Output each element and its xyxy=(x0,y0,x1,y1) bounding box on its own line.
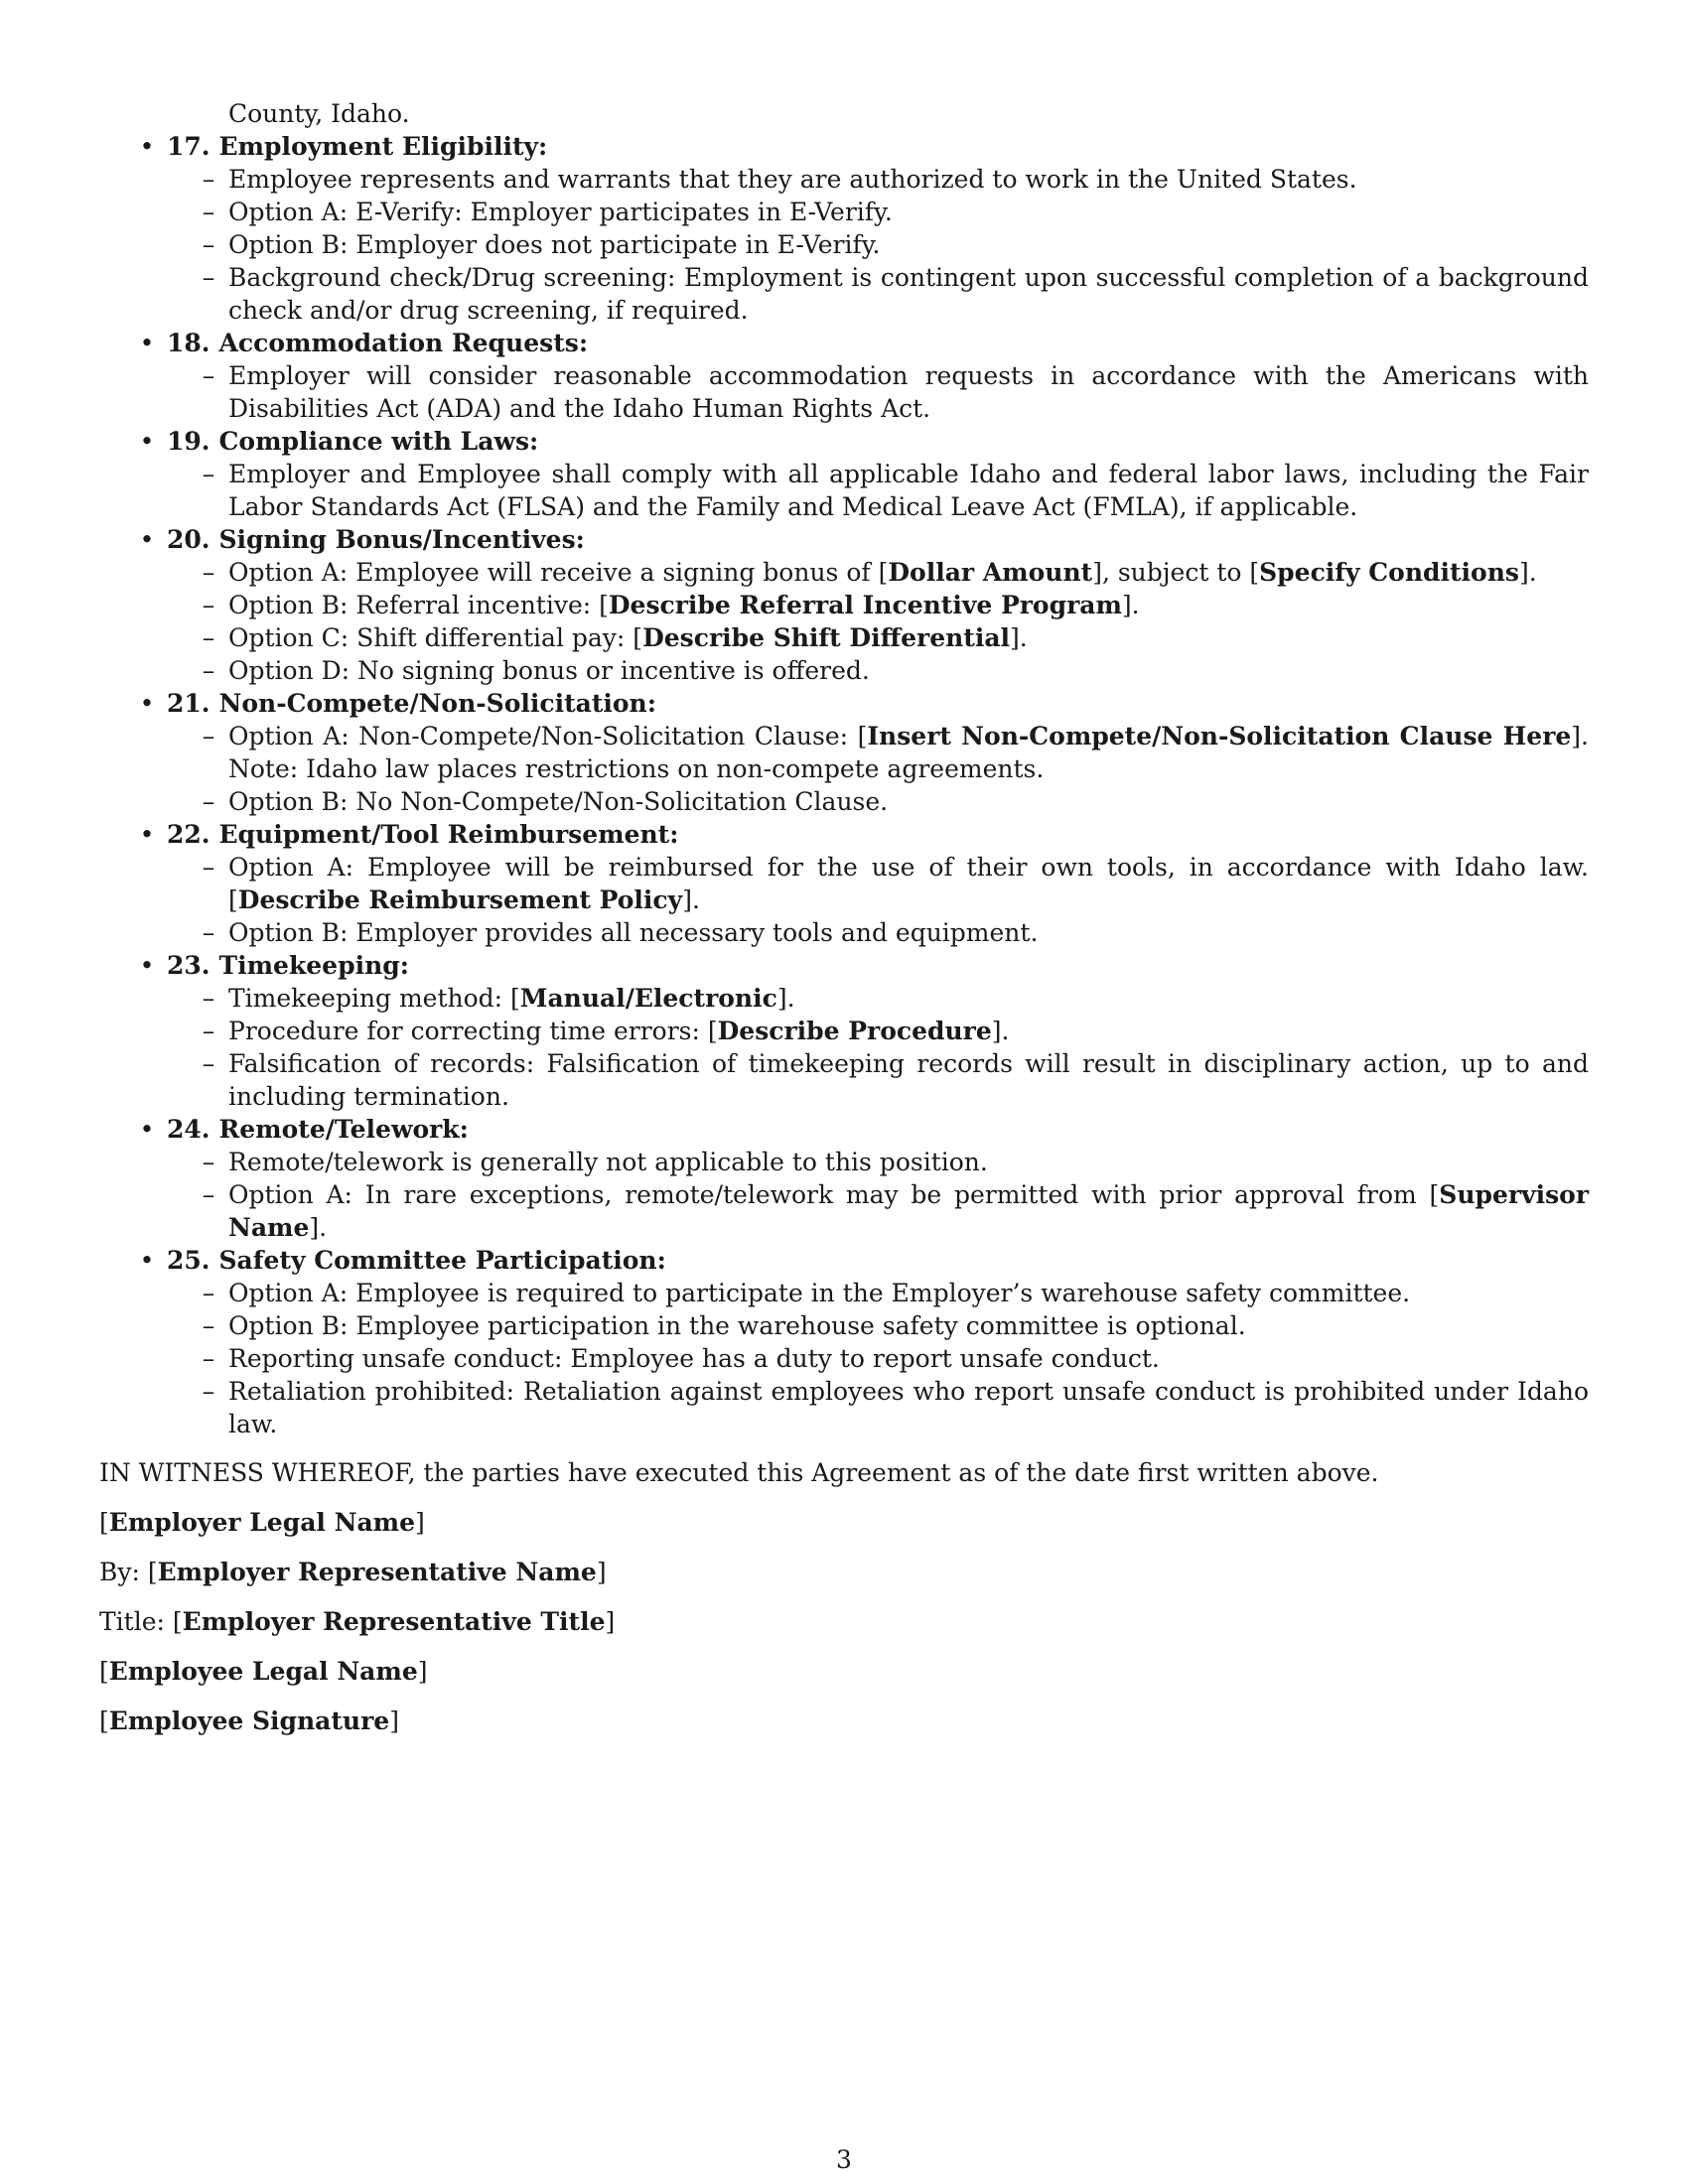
text-run: Title: [ xyxy=(99,1607,183,1636)
text-run: Option A: Employee is required to participate in the Employer’s warehouse safety committee. xyxy=(228,1279,1411,1307)
dash-icon: – xyxy=(202,1017,215,1045)
sub-item xyxy=(99,1047,1589,1113)
section-number: 17. xyxy=(167,132,211,161)
dash-icon: – xyxy=(202,1148,215,1176)
section-heading xyxy=(167,327,1589,359)
sub-item xyxy=(99,261,1589,327)
dash-icon: – xyxy=(202,623,215,652)
sub-item xyxy=(99,851,1589,916)
dash-icon: – xyxy=(202,918,215,947)
section-item xyxy=(99,130,1589,163)
bullet-icon: • xyxy=(139,329,155,357)
section-title: Compliance with Laws: xyxy=(218,427,539,456)
bullet-icon: • xyxy=(139,689,155,718)
text-run: Option A: E-Verify: Employer participates in E-Verify. xyxy=(228,198,893,226)
dash-icon: – xyxy=(202,1180,215,1209)
text-run: ] xyxy=(389,1706,399,1735)
text-run: By: [ xyxy=(99,1558,158,1586)
page-number: 3 xyxy=(836,2145,852,2174)
section-item xyxy=(99,1113,1589,1146)
section-heading xyxy=(167,523,1589,556)
sub-item xyxy=(99,982,1589,1015)
section-title: Timekeeping: xyxy=(218,951,409,980)
text-run: ] xyxy=(417,1657,428,1686)
sub-item xyxy=(99,589,1589,621)
bullet-icon: • xyxy=(139,132,155,161)
dash-icon: – xyxy=(202,656,215,685)
text-run: Reporting unsafe conduct: Employee has a duty to report unsafe conduct. xyxy=(228,1344,1160,1373)
placeholder-field: Specify Conditions xyxy=(1259,558,1519,587)
placeholder-field: Insert Non-Compete/Non-Solicitation Clause Here xyxy=(867,722,1572,751)
section-number: 20. xyxy=(167,525,211,554)
sub-item xyxy=(99,163,1589,196)
signature-line xyxy=(99,1705,1589,1737)
sub-item xyxy=(99,785,1589,818)
section-item xyxy=(99,818,1589,851)
dash-icon: – xyxy=(202,1344,215,1373)
dash-icon: – xyxy=(202,460,215,488)
text-run: Option D: No signing bonus or incentive is offered. xyxy=(228,656,870,685)
text-run: Option B: No Non-Compete/Non-Solicitation Clause. xyxy=(228,787,889,816)
dash-icon: – xyxy=(202,787,215,816)
text-run: Option B: Employer does not participate in E-Verify. xyxy=(228,230,881,259)
sub-item xyxy=(99,1146,1589,1178)
dash-icon: – xyxy=(202,361,215,390)
section-number: 22. xyxy=(167,820,211,849)
placeholder-field: Dollar Amount xyxy=(888,558,1093,587)
section-title: Equipment/Tool Reimbursement: xyxy=(218,820,679,849)
placeholder-field: Employer Representative Title xyxy=(182,1607,606,1636)
sub-item xyxy=(99,1342,1589,1375)
witness-clause: IN WITNESS WHEREOF, the parties have executed this Agreement as of the date first written above. xyxy=(99,1458,1379,1487)
text-run: Option A: In rare exceptions, remote/telework may be permitted with prior approval from [ xyxy=(228,1180,1440,1209)
section-heading xyxy=(167,818,1589,851)
bullet-icon: • xyxy=(139,427,155,456)
section-item xyxy=(99,687,1589,720)
signature-line xyxy=(99,1655,1589,1688)
sub-item xyxy=(99,916,1589,949)
text-run: [ xyxy=(99,1706,109,1735)
sub-item xyxy=(99,654,1589,687)
placeholder-field: Supervisor Name xyxy=(228,1180,1589,1242)
text-run: Timekeeping method: [ xyxy=(228,984,520,1013)
dash-icon: – xyxy=(202,1279,215,1307)
section-title: Accommodation Requests: xyxy=(218,329,589,357)
signature-line xyxy=(99,1556,1589,1588)
dash-icon: – xyxy=(202,1049,215,1078)
dash-icon: – xyxy=(202,722,215,751)
text-run: ]. xyxy=(682,886,700,914)
text-run: Option A: Non-Compete/Non-Solicitation Clause: [ xyxy=(228,722,868,751)
sub-item xyxy=(99,720,1589,785)
text-run: Option A: Employee will receive a signing bonus of [ xyxy=(228,558,889,587)
text-run: Option B: Employer provides all necessary tools and equipment. xyxy=(228,918,1039,947)
dash-icon: – xyxy=(202,984,215,1013)
section-title: Employment Eligibility: xyxy=(218,132,548,161)
signature-line xyxy=(99,1605,1589,1638)
continuation-text: County, Idaho. xyxy=(228,99,410,128)
section-number: 25. xyxy=(167,1246,211,1275)
section-heading xyxy=(167,1113,1589,1146)
section-heading xyxy=(167,949,1589,982)
sub-item xyxy=(99,228,1589,261)
bullet-icon: • xyxy=(139,951,155,980)
text-run: ] xyxy=(596,1558,607,1586)
bullet-icon: • xyxy=(139,525,155,554)
text-run: ]. xyxy=(1010,623,1028,652)
placeholder-field: Employer Representative Name xyxy=(157,1558,597,1586)
text-run: ]. xyxy=(991,1017,1010,1045)
section-number: 18. xyxy=(167,329,211,357)
placeholder-field: Employer Legal Name xyxy=(108,1508,416,1537)
section-title: Remote/Telework: xyxy=(218,1115,469,1144)
signature-block xyxy=(99,1506,1589,1737)
sub-item xyxy=(99,621,1589,654)
signature-line xyxy=(99,1506,1589,1539)
dash-icon: – xyxy=(202,853,215,882)
section-heading xyxy=(167,130,1589,163)
dash-icon: – xyxy=(202,230,215,259)
text-run: Retaliation prohibited: Retaliation against employees who report unsafe conduct is prohibited under Idaho law. xyxy=(228,1377,1589,1438)
dash-icon: – xyxy=(202,263,215,292)
sub-item xyxy=(99,359,1589,425)
text-run: ], subject to [ xyxy=(1092,558,1260,587)
section-title: Non-Compete/Non-Solicitation: xyxy=(218,689,656,718)
section-number: 21. xyxy=(167,689,211,718)
placeholder-field: Describe Procedure xyxy=(717,1017,992,1045)
dash-icon: – xyxy=(202,1311,215,1340)
text-run: ]. xyxy=(776,984,795,1013)
sub-item xyxy=(99,196,1589,228)
text-run: ]. xyxy=(309,1213,328,1242)
section-item xyxy=(99,949,1589,982)
section-item xyxy=(99,1244,1589,1277)
text-run: Background check/Drug screening: Employment is contingent upon successful completion of a background check and/or drug screening, if required. xyxy=(228,263,1589,325)
section-list xyxy=(99,130,1589,1440)
text-run: [ xyxy=(99,1657,109,1686)
sub-item xyxy=(99,458,1589,523)
section-number: 23. xyxy=(167,951,211,980)
section-number: 19. xyxy=(167,427,211,456)
text-run: Option C: Shift differential pay: [ xyxy=(228,623,643,652)
text-run: Option B: Employee participation in the warehouse safety committee is optional. xyxy=(228,1311,1246,1340)
placeholder-field: Employee Legal Name xyxy=(108,1657,418,1686)
sub-item xyxy=(99,556,1589,589)
placeholder-field: Describe Referral Incentive Program xyxy=(608,591,1122,619)
text-run: Falsification of records: Falsification of timekeeping records will result in disciplinary action, up to and including termination. xyxy=(228,1049,1589,1111)
text-run: [ xyxy=(99,1508,109,1537)
text-run: Option B: Referral incentive: [ xyxy=(228,591,609,619)
bullet-icon: • xyxy=(139,1246,155,1275)
sub-item xyxy=(99,1178,1589,1244)
text-run: ]. xyxy=(1518,558,1537,587)
document-body xyxy=(99,97,1589,1737)
text-run: Option A: Employee will be reimbursed for the use of their own tools, in accordance with Idaho law. [ xyxy=(228,853,1589,914)
placeholder-field: Describe Shift Differential xyxy=(642,623,1011,652)
placeholder-field: Employee Signature xyxy=(108,1706,390,1735)
section-title: Safety Committee Participation: xyxy=(218,1246,666,1275)
sub-item xyxy=(99,1309,1589,1342)
dash-icon: – xyxy=(202,591,215,619)
section-item xyxy=(99,523,1589,556)
dash-icon: – xyxy=(202,165,215,194)
text-run: ]. xyxy=(1121,591,1140,619)
section-heading xyxy=(167,687,1589,720)
text-run: Employee represents and warrants that they are authorized to work in the United States. xyxy=(228,165,1357,194)
dash-icon: – xyxy=(202,558,215,587)
section-heading xyxy=(167,425,1589,458)
dash-icon: – xyxy=(202,198,215,226)
text-run: Employer will consider reasonable accommodation requests in accordance with the Americans with Disabilities Act (ADA) and the Idaho Human Rights Act. xyxy=(228,361,1589,423)
bullet-icon: • xyxy=(139,820,155,849)
placeholder-field: Manual/Electronic xyxy=(519,984,777,1013)
section-item xyxy=(99,425,1589,458)
placeholder-field: Describe Reimbursement Policy xyxy=(237,886,683,914)
text-run: Employer and Employee shall comply with all applicable Idaho and federal labor laws, including the Fair Labor Standards Act (FLSA) and the Family and Medical Leave Act (FMLA), if applicable. xyxy=(228,460,1589,521)
section-item xyxy=(99,327,1589,359)
text-run: Procedure for correcting time errors: [ xyxy=(228,1017,718,1045)
section-title: Signing Bonus/Incentives: xyxy=(218,525,585,554)
text-run: ]. Note: Idaho law places restrictions on non-compete agreements. xyxy=(228,722,1589,783)
text-run: ] xyxy=(415,1508,425,1537)
sub-item xyxy=(99,1015,1589,1047)
sub-item xyxy=(99,1277,1589,1309)
text-run: Remote/telework is generally not applicable to this position. xyxy=(228,1148,988,1176)
dash-icon: – xyxy=(202,1377,215,1406)
section-heading xyxy=(167,1244,1589,1277)
section-number: 24. xyxy=(167,1115,211,1144)
text-run: ] xyxy=(605,1607,616,1636)
bullet-icon: • xyxy=(139,1115,155,1144)
sub-item xyxy=(99,1375,1589,1440)
